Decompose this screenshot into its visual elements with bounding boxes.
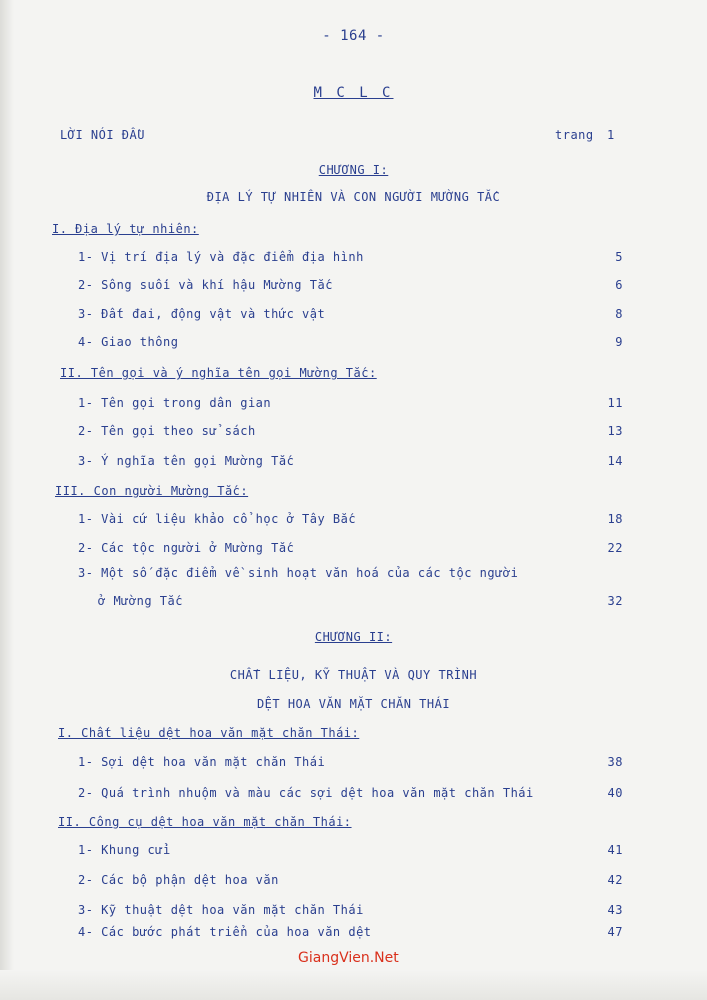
- toc-item-page: 14: [607, 454, 623, 468]
- toc-item-page: 43: [607, 903, 623, 917]
- toc-item: 1- Khung cửi: [78, 843, 171, 857]
- toc-item-page: 47: [607, 925, 623, 939]
- toc-item-page: 41: [607, 843, 623, 857]
- toc-item: 3- Một số đặc điểm về sinh hoạt văn hoá của các tộc người: [78, 566, 519, 580]
- toc-item: 2- Tên gọi theo sử sách: [78, 424, 256, 438]
- toc-item: 1- Sợi dệt hoa văn mặt chăn Thái: [78, 755, 326, 769]
- toc-item: 4- Giao thông: [78, 335, 179, 349]
- toc-item: ở Mường Tắc: [98, 594, 183, 608]
- chapter-title: CHƯƠNG I:: [318, 163, 389, 177]
- toc-item: 3- Ý nghĩa tên gọi Mường Tắc: [78, 454, 295, 468]
- section-label: III. Con người Mường Tắc:: [55, 484, 249, 498]
- toc-item-page: 8: [615, 307, 623, 321]
- chapter-subtitle-line2: DỆT HOA VĂN MẶT CHĂN THÁI: [256, 697, 451, 711]
- toc-item: 4- Các bước phát triển của hoa văn dệt: [78, 925, 372, 939]
- toc-item: 2- Các bộ phận dệt hoa văn: [78, 873, 279, 887]
- toc-item: 2- Các tộc người ở Mường Tắc: [78, 541, 295, 555]
- intro-trang: trang: [555, 128, 594, 142]
- toc-item-page: 9: [615, 335, 623, 349]
- section-label: II. Công cụ dệt hoa văn mặt chăn Thái:: [58, 815, 352, 829]
- toc-item-page: 5: [615, 250, 623, 264]
- intro-page: 1: [607, 128, 615, 142]
- watermark: GiangVien.Net: [298, 950, 399, 966]
- scan-edge-shadow: [0, 0, 14, 1000]
- toc-item-page: 18: [607, 512, 623, 526]
- intro-label: LỜI NÓI ĐẦU: [60, 128, 145, 142]
- toc-item-page: 11: [607, 396, 623, 410]
- toc-item: 1- Tên gọi trong dân gian: [78, 396, 272, 410]
- toc-item-page: 22: [607, 541, 623, 555]
- chapter-title: CHƯƠNG II:: [314, 630, 393, 644]
- toc-item-page: 13: [607, 424, 623, 438]
- section-label: I. Chất liệu dệt hoa văn mặt chăn Thái:: [58, 726, 360, 740]
- chapter-subtitle: ĐỊA LÝ TỰ NHIÊN VÀ CON NGƯỜI MƯỜNG TẮC: [206, 190, 501, 204]
- toc-item: 1- Vài cứ liệu khảo cổ học ở Tây Bắc: [78, 512, 357, 526]
- toc-heading: M C L C: [313, 85, 394, 101]
- toc-item-page: 42: [607, 873, 623, 887]
- toc-item: 2- Quá trình nhuộm và màu các sợi dệt hoa văn mặt chăn Thái: [78, 786, 534, 800]
- toc-item: 3- Đất đai, động vật và thức vật: [78, 307, 326, 321]
- toc-item-page: 32: [607, 594, 623, 608]
- page-number: - 164 -: [322, 28, 385, 44]
- section-label: I. Địa lý tự nhiên:: [52, 222, 199, 236]
- toc-item: 1- Vị trí địa lý và đặc điểm địa hình: [78, 250, 364, 264]
- toc-item: 2- Sông suối và khí hậu Mường Tắc: [78, 278, 333, 292]
- scan-bottom-shadow: [0, 970, 707, 1000]
- toc-item-page: 6: [615, 278, 623, 292]
- toc-item-page: 38: [607, 755, 623, 769]
- toc-item-page: 40: [607, 786, 623, 800]
- toc-item: 3- Kỹ thuật dệt hoa văn mặt chăn Thái: [78, 903, 364, 917]
- chapter-subtitle: CHẤT LIỆU, KỸ THUẬT VÀ QUY TRÌNH: [229, 668, 478, 682]
- section-label: II. Tên gọi và ý nghĩa tên gọi Mường Tắc:: [60, 366, 377, 380]
